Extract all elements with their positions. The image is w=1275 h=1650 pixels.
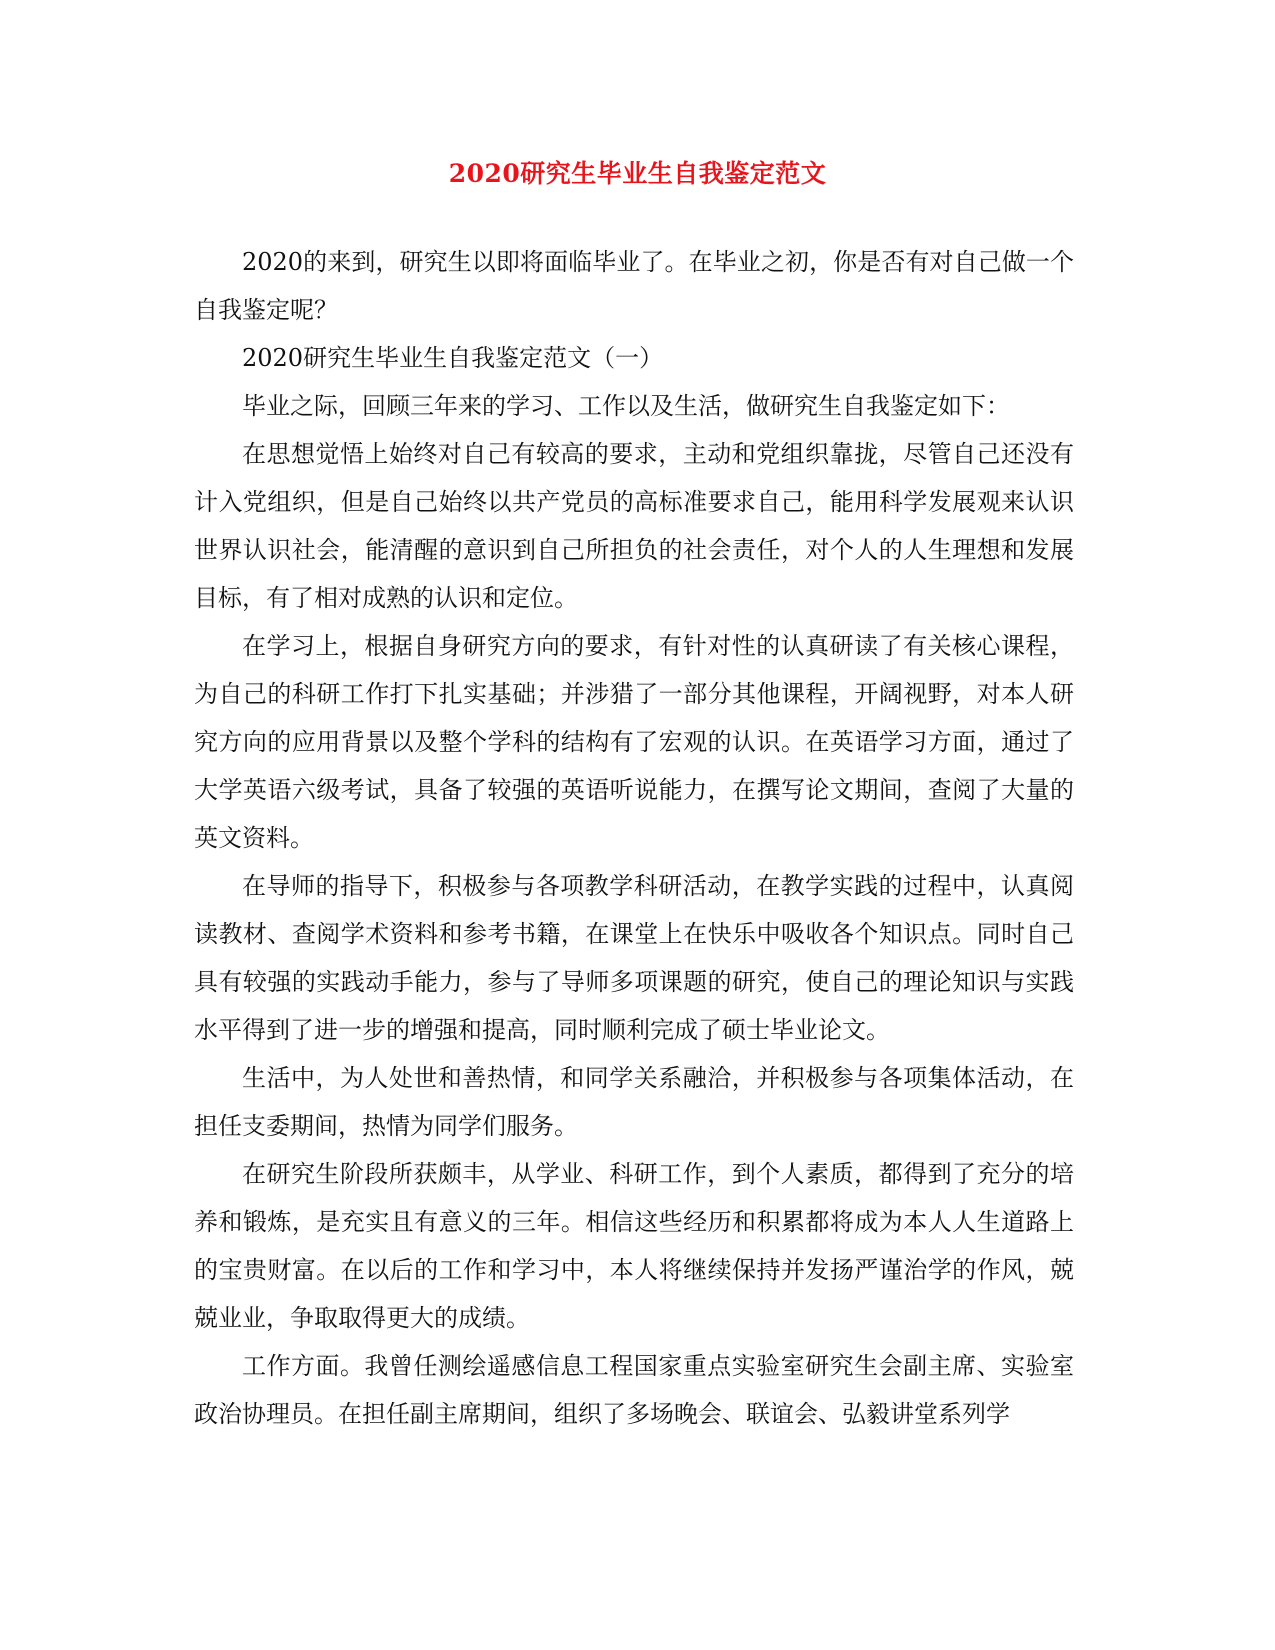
paragraph-work: 工作方面。我曾任测绘遥感信息工程国家重点实验室研究生会副主席、实验室政治协理员。在担任副主席期间，组织了多场晚会、联谊会、弘毅讲堂系列学 bbox=[194, 1352, 1074, 1428]
paragraph-opening: 毕业之际，回顾三年来的学习、工作以及生活，做研究生自我鉴定如下： bbox=[242, 392, 1010, 420]
document-body bbox=[194, 238, 1074, 1438]
paragraph-ideology: 在思想觉悟上始终对自己有较高的要求，主动和党组织靠拢，尽管自己还没有计入党组织，但是自己始终以共产党员的高标准要求自己，能用科学发展观来认识世界认识社会，能清醒的意识到自己所担负的社会责任，对个人的人生理想和发展目标，有了相对成熟的认识和定位。 bbox=[194, 440, 1074, 612]
document-title: 2020研究生毕业生自我鉴定范文 bbox=[448, 159, 827, 188]
paragraph-life: 生活中，为人处世和善热情，和同学关系融洽，并积极参与各项集体活动，在担任支委期间，热情为同学们服务。 bbox=[194, 1064, 1074, 1140]
paragraph-subtitle: 2020研究生毕业生自我鉴定范文（一） bbox=[242, 344, 664, 372]
paragraph-research: 在导师的指导下，积极参与各项教学科研活动，在教学实践的过程中，认真阅读教材、查阅学术资料和参考书籍，在课堂上在快乐中吸收各个知识点。同时自己具有较强的实践动手能力，参与了导师多项课题的研究，使自己的理论知识与实践水平得到了进一步的增强和提高，同时顺利完成了硕士毕业论文。 bbox=[194, 872, 1074, 1044]
paragraph-summary: 在研究生阶段所获颇丰，从学业、科研工作，到个人素质，都得到了充分的培养和锻炼，是充实且有意义的三年。相信这些经历和积累都将成为本人人生道路上的宝贵财富。在以后的工作和学习中，本人将继续保持并发扬严谨治学的作风，兢兢业业，争取取得更大的成绩。 bbox=[194, 1160, 1074, 1332]
paragraph-intro: 2020的来到，研究生以即将面临毕业了。在毕业之初，你是否有对自己做一个自我鉴定呢？ bbox=[194, 248, 1074, 324]
paragraph-study: 在学习上，根据自身研究方向的要求，有针对性的认真研读了有关核心课程，为自己的科研工作打下扎实基础；并涉猎了一部分其他课程，开阔视野，对本人研究方向的应用背景以及整个学科的结构有了宏观的认识。在英语学习方面，通过了大学英语六级考试，具备了较强的英语听说能力，在撰写论文期间，查阅了大量的英文资料。 bbox=[194, 632, 1074, 852]
